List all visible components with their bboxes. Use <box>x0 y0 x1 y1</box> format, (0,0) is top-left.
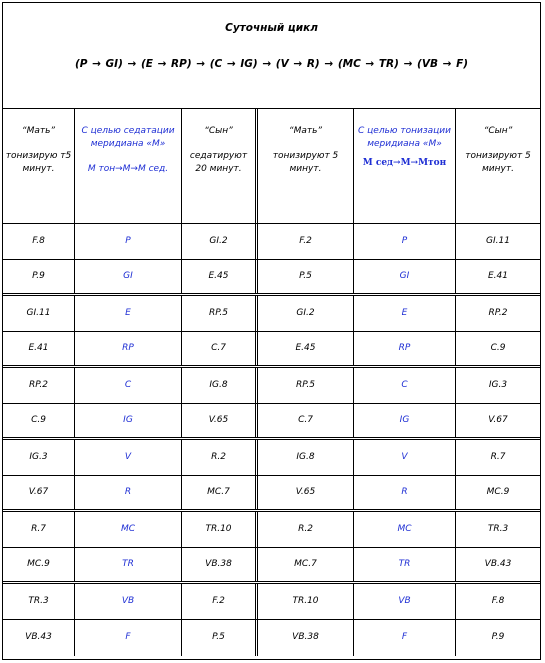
header-right-mother-action: тонизируют 5 минут. <box>272 151 339 175</box>
table-cell: GI.11 <box>3 296 75 331</box>
table-cell: TR <box>354 548 456 581</box>
table-cell: IG.3 <box>3 440 75 475</box>
header-right-formula: М сед→М→Мтон <box>362 158 447 169</box>
table-cell: E.41 <box>488 270 508 281</box>
table-cell: E <box>75 296 182 331</box>
meridian-grid <box>3 109 540 656</box>
table-cell: P.5 <box>182 620 258 656</box>
table-cell: MC <box>354 512 456 547</box>
header-left-mother <box>3 109 75 223</box>
table-row <box>3 260 540 296</box>
table-cell: GI <box>354 260 456 293</box>
table-row <box>3 332 540 368</box>
table-cell: F.8 <box>491 595 505 606</box>
table-cell: VB <box>354 584 456 619</box>
table-cell: MC <box>75 512 182 547</box>
header-row <box>3 109 540 224</box>
table-cell: C <box>354 368 456 403</box>
table-cell: R.7 <box>3 512 75 547</box>
table-cell: IG <box>354 404 456 437</box>
table-cell: R.7 <box>490 451 506 462</box>
table-cell: TR.10 <box>258 584 354 619</box>
table-cell: R.2 <box>258 512 354 547</box>
table-cell: E.41 <box>3 332 75 365</box>
header-left-formula: М тон→М→М сед. <box>87 164 169 175</box>
table-cell: P.9 <box>491 632 505 643</box>
table-cell: TR.3 <box>487 523 509 534</box>
table-row <box>3 476 540 512</box>
header-left-mother-action: тонизирую т5 минут. <box>5 151 72 175</box>
table-cell: R.2 <box>182 440 258 475</box>
page-title: Суточный цикл <box>225 22 318 34</box>
table-cell: TR.10 <box>182 512 258 547</box>
table-cell: VB.43 <box>3 620 75 656</box>
table-row <box>3 512 540 548</box>
table-row <box>3 368 540 404</box>
meridian-sequence: (P → GI) → (E → RP) → (C → IG) → (V → R) → (MC → TR) → (VB → F) <box>74 58 469 70</box>
table-cell: C.7 <box>258 404 354 437</box>
table-cell: TR.3 <box>3 584 75 619</box>
table-cell: GI <box>75 260 182 293</box>
table-cell: F <box>354 620 456 656</box>
table-cell: V.65 <box>258 476 354 509</box>
table-cell: P.9 <box>3 260 75 293</box>
table-cell: RP <box>75 332 182 365</box>
header-left-mother-label: “Мать” <box>21 126 56 136</box>
header-right-son-label: “Сын” <box>483 126 513 136</box>
daily-cycle-table <box>2 2 541 660</box>
table-row <box>3 224 540 260</box>
header-right-son <box>456 109 540 223</box>
table-cell: MC.9 <box>486 486 510 497</box>
table-cell: E.45 <box>258 332 354 365</box>
data-rows <box>3 224 540 656</box>
table-cell: MC.7 <box>258 548 354 581</box>
table-cell: V <box>75 440 182 475</box>
table-cell: RP <box>354 332 456 365</box>
table-cell: IG.3 <box>488 379 508 390</box>
table-cell: IG.8 <box>258 440 354 475</box>
table-cell: C.9 <box>490 342 506 353</box>
table-cell: E.45 <box>182 260 258 293</box>
table-cell: IG.8 <box>182 368 258 403</box>
header-left-son <box>182 109 258 223</box>
table-cell: RP.5 <box>182 296 258 331</box>
table-cell: P.5 <box>258 260 354 293</box>
table-row <box>3 620 540 656</box>
table-row <box>3 404 540 440</box>
table-cell: F.8 <box>3 224 75 259</box>
table-row <box>3 584 540 620</box>
header-right-mother-label: “Мать” <box>288 126 323 136</box>
table-row <box>3 296 540 332</box>
table-cell: MC.9 <box>3 548 75 581</box>
table-cell: V.67 <box>3 476 75 509</box>
table-cell: RP.5 <box>258 368 354 403</box>
table-row <box>3 440 540 476</box>
header-right-son-action: тонизируют 5 минут. <box>465 151 531 175</box>
table-cell: C.7 <box>182 332 258 365</box>
table-cell: RP.2 <box>3 368 75 403</box>
table-cell: C <box>75 368 182 403</box>
table-cell: VB.38 <box>182 548 258 581</box>
header-left-purpose <box>75 109 182 223</box>
table-cell: R <box>354 476 456 509</box>
table-cell: F.2 <box>182 584 258 619</box>
table-cell: GI.11 <box>486 235 510 246</box>
table-cell: R <box>75 476 182 509</box>
table-cell: F.2 <box>258 224 354 259</box>
table-row <box>3 548 540 584</box>
title-block <box>3 3 540 109</box>
table-cell: MC.7 <box>182 476 258 509</box>
header-right-purpose <box>354 109 456 223</box>
table-cell: VB.38 <box>258 620 354 656</box>
table-cell: RP.2 <box>488 307 508 318</box>
header-left-son-action: седатируют 20 минут. <box>189 151 248 175</box>
table-cell: GI.2 <box>258 296 354 331</box>
table-cell: GI.2 <box>182 224 258 259</box>
table-cell: IG <box>75 404 182 437</box>
table-cell: P <box>354 224 456 259</box>
table-cell: F <box>75 620 182 656</box>
table-cell: VB <box>75 584 182 619</box>
table-cell: E <box>354 296 456 331</box>
header-left-son-label: “Сын” <box>204 126 233 136</box>
table-cell: V.65 <box>182 404 258 437</box>
header-right-mother <box>258 109 354 223</box>
header-left-purpose-text: С целью седатации меридиана «М» <box>81 126 175 150</box>
table-cell: P <box>75 224 182 259</box>
table-cell: TR <box>75 548 182 581</box>
table-cell: V.67 <box>488 414 508 425</box>
table-cell: VB.43 <box>484 558 512 569</box>
table-cell: V <box>354 440 456 475</box>
table-cell: C.9 <box>3 404 75 437</box>
header-right-purpose-text: С целью тонизации меридиана «М» <box>358 126 451 150</box>
